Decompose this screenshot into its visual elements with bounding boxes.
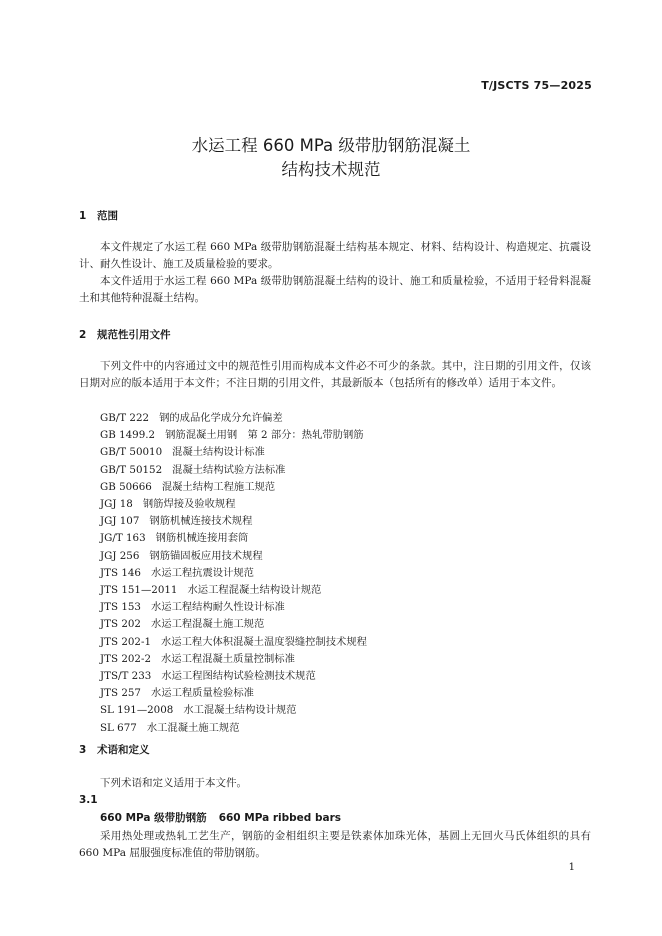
reference-item bbox=[100, 513, 367, 530]
reference-code: GB 50666 bbox=[100, 480, 152, 493]
reference-item bbox=[100, 599, 367, 616]
reference-list bbox=[100, 410, 367, 737]
term-definition: 采用热处理或热轧工艺生产，钢筋的金相组织主要是铁素体加珠光体，基圆上无回火马氏体组织的具有 660 MPa 屈服强度标准值的带肋钢筋。 bbox=[79, 830, 591, 859]
page-number: 1 bbox=[568, 862, 575, 873]
term-number: 3.1 bbox=[79, 794, 98, 806]
reference-code: SL 191—2008 bbox=[100, 704, 174, 717]
reference-title: 水运工程混凝土质量控制标准 bbox=[161, 652, 295, 665]
reference-item bbox=[100, 444, 367, 461]
term-name-en: 660 MPa ribbed bars bbox=[218, 812, 341, 824]
section2-number: 2 bbox=[79, 329, 87, 341]
reference-code: GB/T 50010 bbox=[100, 446, 163, 459]
section3-title: 术语和定义 bbox=[97, 744, 150, 756]
reference-title: 水运工程混凝土结构设计规范 bbox=[187, 584, 322, 597]
reference-item bbox=[100, 685, 367, 702]
section1-title: 范围 bbox=[97, 210, 118, 222]
reference-code: JTS/T 233 bbox=[100, 670, 152, 683]
section3-intro: 下列术语和定义适用于本文件。 bbox=[100, 777, 247, 789]
reference-item bbox=[100, 530, 367, 547]
section1-paragraph-1: 本文件规定了水运工程 660 MPa 级带肋钢筋混凝土结构基本规定、材料、结构设计、构造规定、抗震设计、耐久性设计、施工及质量检验的要求。 bbox=[79, 241, 591, 270]
reference-code: JGJ 18 bbox=[100, 498, 133, 511]
reference-title: 水运工程质量检验标准 bbox=[150, 687, 254, 700]
term-heading bbox=[100, 810, 341, 825]
reference-code: JTS 151—2011 bbox=[100, 584, 178, 597]
reference-code: GB/T 222 bbox=[100, 412, 150, 424]
reference-title: 水工混凝土结构设计规范 bbox=[183, 704, 297, 717]
reference-code: JTS 202-2 bbox=[100, 652, 152, 665]
section2-title: 规范性引用文件 bbox=[97, 329, 171, 341]
section2-intro: 下列文件中的内容通过文中的规范性引用而构成本文件必不可少的条款。其中，注日期的引用文件，仅该日期对应的版本适用于本文件；不注日期的引用文件，其最新版本（包括所有的修改单）适用于本文件。 bbox=[79, 360, 591, 389]
reference-item bbox=[100, 668, 367, 685]
term-name-zh: 660 MPa 级带肋钢筋 bbox=[100, 812, 207, 824]
reference-title: 钢的成品化学成分允许偏差 bbox=[159, 412, 283, 424]
reference-code: GB 1499.2 bbox=[100, 429, 156, 442]
section1-heading bbox=[79, 208, 118, 223]
reference-code: JG/T 163 bbox=[100, 532, 146, 545]
reference-title: 水运工程混凝土施工规范 bbox=[150, 618, 265, 631]
reference-item bbox=[100, 565, 367, 582]
section1-number: 1 bbox=[79, 210, 87, 222]
reference-item bbox=[100, 427, 367, 444]
reference-title: 钢筋混凝土用钢 第 2 部分：热轧带肋钢筋 bbox=[165, 429, 364, 442]
reference-title: 水运工程图结构试验检测技术规范 bbox=[161, 670, 316, 683]
reference-title: 水工混凝土施工规范 bbox=[146, 721, 240, 734]
reference-item bbox=[100, 702, 367, 719]
reference-item bbox=[100, 651, 367, 668]
reference-code: JTS 146 bbox=[100, 566, 141, 579]
reference-item bbox=[100, 479, 367, 496]
standard-code: T/JSCTS 75—2025 bbox=[481, 79, 592, 92]
reference-item bbox=[100, 410, 367, 427]
reference-code: JGJ 256 bbox=[100, 549, 140, 562]
reference-code: JTS 257 bbox=[100, 687, 141, 700]
reference-item bbox=[100, 720, 367, 737]
reference-item bbox=[100, 582, 367, 599]
section1-paragraph-2: 本文件适用于水运工程 660 MPa 级带肋钢筋混凝土结构的设计、施工和质量检验，不适用于轻骨料混凝土和其他特种混凝土结构。 bbox=[79, 275, 591, 304]
reference-item bbox=[100, 634, 367, 651]
reference-code: JGJ 107 bbox=[100, 515, 140, 528]
reference-title: 钢筋机械连接技术规程 bbox=[149, 515, 253, 528]
section2-heading bbox=[79, 327, 171, 342]
reference-item bbox=[100, 462, 367, 479]
document-title-line1: 水运工程 660 MPa 级带肋钢筋混凝土 bbox=[191, 136, 471, 155]
reference-title: 钢筋机械连接用套筒 bbox=[155, 532, 249, 545]
reference-code: JTS 153 bbox=[100, 601, 141, 614]
reference-title: 水运工程大体积混凝土温度裂缝控制技术规程 bbox=[161, 635, 367, 648]
section3-number: 3 bbox=[79, 744, 87, 756]
reference-title: 混凝土结构工程施工规范 bbox=[161, 480, 276, 493]
document-title-line2: 结构技术规范 bbox=[281, 160, 381, 179]
reference-title: 混凝土结构试验方法标准 bbox=[172, 463, 286, 476]
reference-title: 钢筋锚固板应用技术规程 bbox=[149, 549, 263, 562]
reference-item bbox=[100, 496, 367, 513]
reference-title: 水运工程抗震设计规范 bbox=[150, 566, 254, 579]
reference-code: JTS 202 bbox=[100, 618, 141, 631]
reference-item bbox=[100, 548, 367, 565]
section3-heading bbox=[79, 742, 150, 757]
reference-title: 混凝土结构设计标准 bbox=[172, 446, 265, 459]
reference-title: 钢筋焊接及验收规程 bbox=[142, 498, 236, 511]
reference-title: 水运工程结构耐久性设计标准 bbox=[150, 601, 285, 614]
reference-item bbox=[100, 616, 367, 633]
reference-code: SL 677 bbox=[100, 721, 137, 734]
reference-code: JTS 202-1 bbox=[100, 635, 152, 648]
reference-code: GB/T 50152 bbox=[100, 463, 163, 476]
